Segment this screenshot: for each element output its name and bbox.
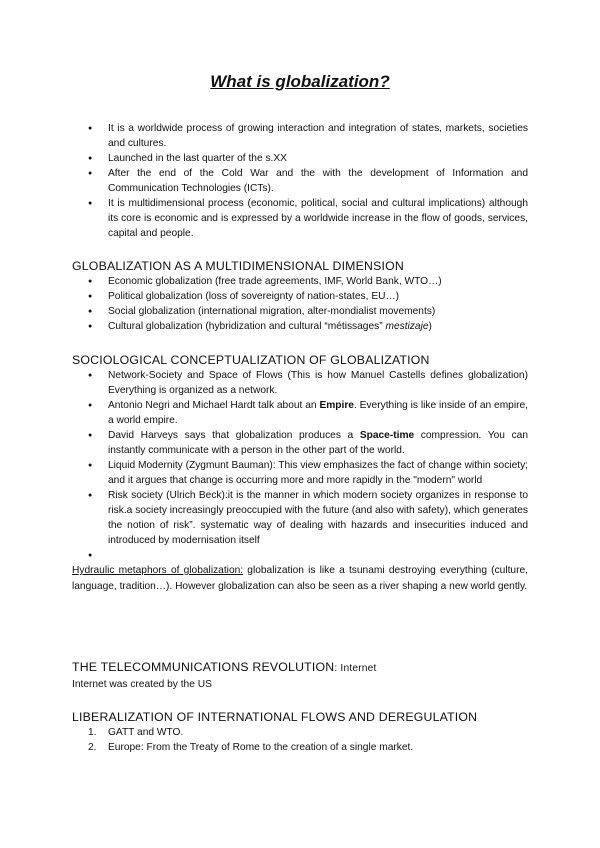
- telecom-section: [0, 659, 600, 692]
- list-item: ● Social globalization (international migration, alter-mondialist movements): [0, 304, 600, 319]
- multidimensional-section: [0, 258, 600, 334]
- list-item: ● It is multidimensional process (economic, political, social and cultural implications) although its core is economic and is expressed by a worldwide increase in the flow of goods, services, capital and people.: [0, 196, 600, 241]
- item-text: . Everything is like inside of an empire, a world empire.: [108, 400, 528, 426]
- intro-bullet-list: [0, 121, 600, 241]
- hydraulic-paragraph: [0, 563, 600, 595]
- list-item: [0, 319, 600, 334]
- hydraulic-text: globalization is like a tsunami destroying everything (culture, language, tradition…). However globalization can also be seen as a river shaping a new world gently.: [72, 565, 528, 592]
- list-item: ● Network-Society and Space of Flows (This is how Manuel Castells defines globalization) Everything is organized as a network.: [0, 368, 600, 398]
- heading-text: THE TELECOMMUNICATIONS REVOLUTION: [72, 660, 335, 674]
- list-item: ● Risk society (Ulrich Beck):it is the manner in which modern society organizes in response to risk.a society increasingly preoccupied with the future (and also with safety), which generates the notion of risk”. systematic way of dealing with hazards and insecurities induced and introduced by modernisation itself: [0, 488, 600, 548]
- list-item: [0, 428, 600, 458]
- section-heading: SOCIOLOGICAL CONCEPTUALIZATION OF GLOBALIZATION: [72, 353, 430, 367]
- intro-section: [0, 121, 600, 241]
- item-text: GATT and WTO.: [108, 727, 184, 738]
- list-item: ● It is a worldwide process of growing interaction and integration of states, markets, societies and cultures.: [0, 121, 600, 151]
- sociological-section: [0, 352, 600, 595]
- item-text: Europe: From the Treaty of Rome to the creation of a single market.: [108, 742, 414, 753]
- liberalization-list: [0, 725, 600, 755]
- dimension-list: [0, 274, 600, 334]
- empty-list-item: [0, 548, 600, 563]
- section-heading: GLOBALIZATION AS A MULTIDIMENSIONAL DIMENSION: [72, 259, 404, 273]
- cultural-end: ): [428, 321, 432, 332]
- italic-term: mestizaje: [385, 321, 429, 332]
- item-number: 2.: [88, 742, 97, 753]
- item-text: David Harveys says that globalization produces a: [108, 430, 360, 441]
- cultural-text: Cultural globalization (hybridization and cultural “métissages”: [108, 321, 386, 332]
- section-heading: LIBERALIZATION OF INTERNATIONAL FLOWS AND DEREGULATION: [72, 710, 478, 724]
- list-item: ● Liquid Modernity (Zygmunt Bauman): This view emphasizes the fact of change within society; and it argues that change is occurring more and more rapidly in the "modern" world: [0, 458, 600, 488]
- list-item: ● Political globalization (loss of sovereignty of nation-states, EU…): [0, 289, 600, 304]
- list-item: [0, 725, 600, 740]
- bold-term: Space-time: [359, 430, 415, 441]
- section-heading: [0, 659, 600, 677]
- list-item: ● After the end of the Cold War and the with the development of Information and Communication Technologies (ICTs).: [0, 166, 600, 196]
- item-text: Antonio Negri and Michael Hardt talk about an: [108, 400, 320, 411]
- telecom-text: Internet was created by the US: [72, 679, 212, 690]
- list-item: ● Launched in the last quarter of the s.XX: [0, 151, 600, 166]
- liberalization-section: [0, 709, 600, 755]
- list-item: [0, 740, 600, 755]
- list-item: ● Economic globalization (free trade agreements, IMF, World Bank, WTO…): [0, 274, 600, 289]
- sociological-list: [0, 368, 600, 563]
- hydraulic-label: Hydraulic metaphors of globalization:: [72, 565, 244, 576]
- heading-suffix: : Internet: [334, 663, 377, 674]
- page-title: What is globalization?: [210, 72, 390, 91]
- list-item: [0, 398, 600, 428]
- bold-term: Empire: [319, 400, 354, 411]
- item-number: 1.: [88, 727, 97, 738]
- item-text: compression. You can instantly communicate with a person in the other part of the world.: [108, 430, 529, 456]
